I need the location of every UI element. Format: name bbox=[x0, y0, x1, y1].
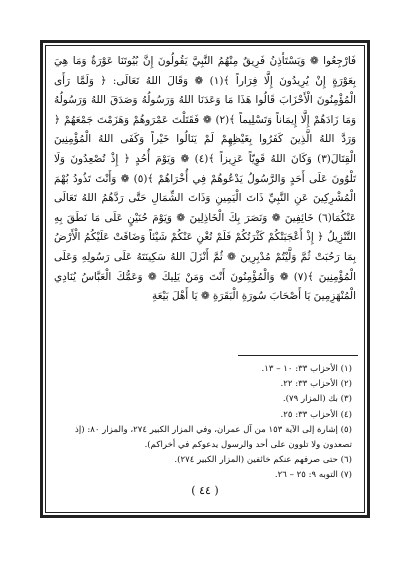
footnote-2: (٢) الأحزاب ٣٣: ٢٢. bbox=[280, 379, 352, 390]
footnotes bbox=[52, 362, 358, 484]
footnote-5: (٥) إشارة إلى الآية ١٥٣ من آل عمران، وفي المزار الكبير ٢٧٤، والمزار ٨٠: (إذ تصعدون ولا تلوون على أحد والرسول يدعوكم في أخراكم). bbox=[75, 424, 352, 451]
footnote-3: (٣) بك (المزار ٧٩). bbox=[282, 394, 352, 405]
footnote-6: (٦) حتى صرفهم عنكم خائفين (المزار الكبير ٢٧٤). bbox=[174, 455, 352, 466]
page-number-container bbox=[52, 484, 358, 497]
footnote-separator bbox=[238, 355, 358, 356]
footnote-4: (٤) الأحزاب ٣٣: ٢٥. bbox=[280, 409, 352, 420]
main-text: فَارْجِعُوا ❁ وَيَسْتَأْذِنُ فَرِيقٌ مِنْهُمُ النَّبِيَّ يَقُولُونَ إِنَّ بُيُوتَنَا عَوْرَةٌ وَمَا هِيَ بِعَوْرَةٍ إِنْ يُرِيدُونَ إِلَّا فِرَاراً ﴾(١) ❁ وَقَالَ اللهُ تَعَالَى: ﴿ وَلَمَّا رَأَى الْمُؤْمِنُونَ الْأَحْزَابَ قَالُوا هَذَا مَا وَعَدَنَا اللهُ وَرَسُولُهُ وَصَدَقَ اللهُ وَرَسُولُهُ وَمَا زَادَهُمْ إِلَّا إِيمَاناً وَتَسْلِيماً ﴾(٢) ❁ فَقَتَلْتَ عَمْرَوهُمْ وَهَزَمْتَ جَمْعَهُمْ ﴿ وَرَدَّ اللهُ الَّذِينَ كَفَرُوا بِغَيْظِهِمْ لَمْ يَنَالُوا خَيْراً وَكَفَى اللهُ الْمُؤْمِنِينَ الْقِتَالَ(٣) وَكَانَ اللهُ قَوِيّاً عَزِيزاً ﴾(٤) ❁ وَيَوْمَ أُحُدٍ ﴿ إِذْ تُصْعِدُونَ وَلَا تَلْوُونَ عَلَى أَحَدٍ وَالرَّسُولُ يَدْعُوهُمْ فِي أُخْرَاهُمْ ﴾(٥) ❁ وَأَنْتَ تَذُودُ بُهْمَ الْمُشْرِكِينَ عَنِ النَّبِيِّ ذَاتَ الْيَمِينِ وَذَاتَ الشِّمَالِ حَتَّى رَدَّهُمُ اللهُ تَعَالَى عَنْكُمَا(٦) خَائِفِينَ ❁ وَنَصَرَ بِكَ الْخَاذِلِينَ ❁ وَيَوْمَ حُنَيْنٍ عَلَى مَا نَطَقَ بِهِ التَّنْزِيلُ ﴿ إِذْ أَعْجَبَتْكُمْ كَثْرَتُكُمْ فَلَمْ تُغْنِ عَنْكُمْ شَيْئاً وَضَاقَتْ عَلَيْكُمُ الْأَرْضُ بِمَا رَحُبَتْ ثُمَّ وَلَّيْتُمْ مُدْبِرِينَ ❁ ثُمَّ أَنْزَلَ اللهُ سَكِينَتَهُ عَلَى رَسُولِهِ وَعَلَى الْمُؤْمِنِينَ ﴾(٧) ❁ وَالْمُؤْمِنُونَ أَنْتَ وَمَنْ يَلِيكَ ❁ وَعَمُّكَ الْعَبَّاسُ يُنَادِي الْمُنْهَزِمِينَ يَا أَصْحَابَ سُورَةِ الْبَقَرَةِ ❁ يَا أَهْلَ بَيْعَةِ bbox=[54, 55, 357, 303]
footnote-1: (١) الأحزاب ٣٣: ١٠ – ١٣. bbox=[261, 364, 352, 374]
page-number: ( ٤٤ ) bbox=[191, 484, 219, 497]
page-content bbox=[52, 52, 358, 502]
footnote-7: (٧) التوبه ٩: ٢٥ – ٢٦. bbox=[274, 470, 352, 481]
